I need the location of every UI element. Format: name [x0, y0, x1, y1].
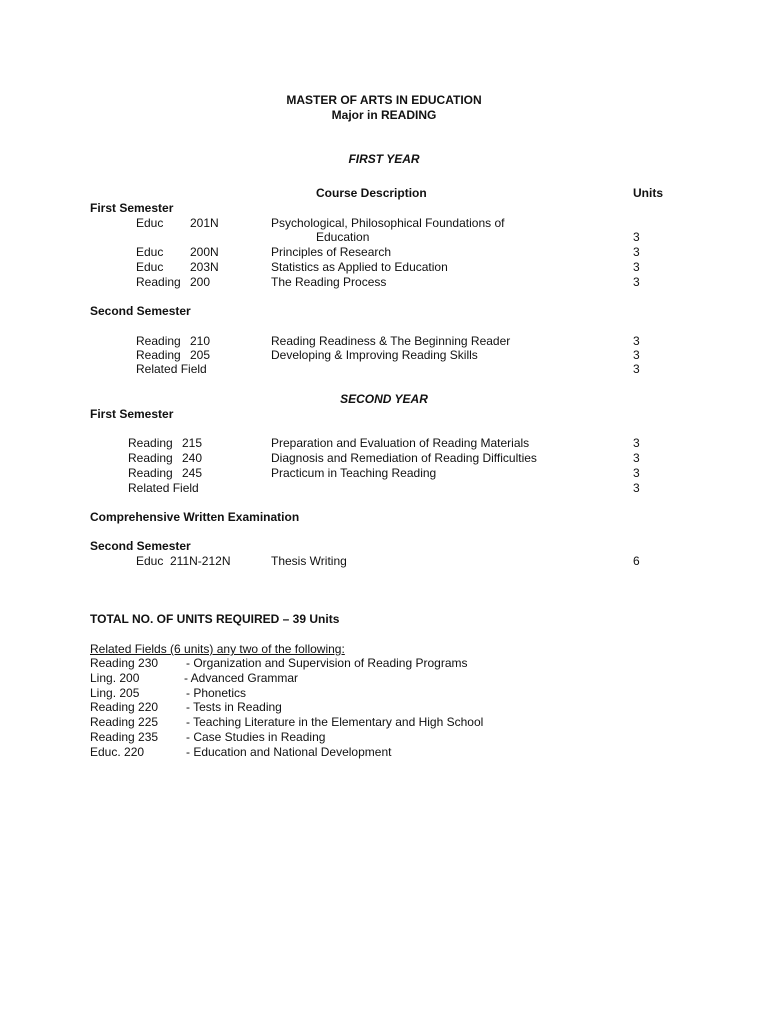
- comprehensive-exam: Comprehensive Written Examination: [90, 510, 300, 524]
- course-units: 3: [633, 260, 640, 274]
- course-description: The Reading Process: [271, 275, 387, 289]
- course-description-cont: Education: [316, 230, 370, 244]
- course-units: 3: [633, 245, 640, 259]
- course-number: 211N-212N: [170, 554, 231, 568]
- course-units: 3: [633, 334, 640, 348]
- related-field-desc: - Education and National Development: [186, 745, 392, 759]
- course-number: 240: [182, 451, 203, 465]
- column-course-description: Course Description: [316, 186, 427, 200]
- related-field-desc: - Organization and Supervision of Reading Programs: [186, 656, 468, 670]
- course-units: 3: [633, 481, 640, 495]
- related-field-code: Ling. 200: [90, 671, 140, 685]
- course-description: Developing & Improving Reading Skills: [271, 348, 478, 362]
- course-units: 6: [633, 554, 640, 568]
- course-units: 3: [633, 436, 640, 450]
- course-subject: Educ: [136, 554, 164, 568]
- course-description: Reading Readiness & The Beginning Reader: [271, 334, 511, 348]
- related-field-desc: - Phonetics: [186, 686, 247, 700]
- course-subject: Educ: [136, 216, 164, 230]
- course-number: 201N: [190, 216, 219, 230]
- course-number: 200: [190, 275, 211, 289]
- related-field-desc: - Case Studies in Reading: [186, 730, 326, 744]
- course-description: Thesis Writing: [271, 554, 347, 568]
- related-field-code: Reading 225: [90, 715, 159, 729]
- course-description: Preparation and Evaluation of Reading Materials: [271, 436, 530, 450]
- related-field-desc: - Teaching Literature in the Elementary and High School: [186, 715, 484, 729]
- related-field-code: Reading 220: [90, 700, 159, 714]
- course-units: 3: [633, 466, 640, 480]
- related-field-desc: - Tests in Reading: [186, 700, 282, 714]
- course-units: 3: [633, 348, 640, 362]
- course-subject: Reading: [128, 451, 173, 465]
- related-field-desc: - Advanced Grammar: [184, 671, 299, 685]
- first-year-heading: FIRST YEAR: [348, 152, 420, 166]
- course-number: 203N: [190, 260, 219, 274]
- second-year-heading: SECOND YEAR: [340, 392, 428, 406]
- course-subject: Educ: [136, 245, 164, 259]
- course-number: 210: [190, 334, 211, 348]
- course-subject: Educ: [136, 260, 164, 274]
- course-description: Principles of Research: [271, 245, 392, 259]
- related-fields-heading: Related Fields (6 units) any two of the following:: [90, 642, 345, 656]
- first-year-first-semester-label: First Semester: [90, 201, 174, 215]
- course-description: Diagnosis and Remediation of Reading Difficulties: [271, 451, 537, 465]
- course-description: Psychological, Philosophical Foundations of: [271, 216, 505, 230]
- second-year-second-semester-label: Second Semester: [90, 539, 191, 553]
- course-units: 3: [633, 362, 640, 376]
- course-subject: Reading: [128, 436, 173, 450]
- second-year-first-semester-label: First Semester: [90, 407, 174, 421]
- course-number: 205: [190, 348, 211, 362]
- course-number: 245: [182, 466, 203, 480]
- related-field-code: Reading 235: [90, 730, 159, 744]
- course-subject: Reading: [136, 275, 181, 289]
- course-description: Practicum in Teaching Reading: [271, 466, 437, 480]
- course-number: 200N: [190, 245, 219, 259]
- document-subtitle: Major in READING: [331, 108, 437, 122]
- course-subject: Reading: [128, 466, 173, 480]
- course-units: 3: [633, 451, 640, 465]
- course-subject: Related Field: [136, 362, 207, 376]
- course-units: 3: [633, 275, 640, 289]
- first-year-second-semester-label: Second Semester: [90, 304, 191, 318]
- total-units: TOTAL NO. OF UNITS REQUIRED – 39 Units: [90, 612, 340, 626]
- column-units: Units: [633, 186, 663, 200]
- course-description: Statistics as Applied to Education: [271, 260, 448, 274]
- course-subject: Related Field: [128, 481, 199, 495]
- document-title: MASTER OF ARTS IN EDUCATION: [286, 93, 482, 107]
- course-subject: Reading: [136, 348, 181, 362]
- course-units: 3: [633, 230, 640, 244]
- course-subject: Reading: [136, 334, 181, 348]
- related-field-code: Ling. 205: [90, 686, 140, 700]
- course-number: 215: [182, 436, 203, 450]
- related-field-code: Educ. 220: [90, 745, 145, 759]
- related-field-code: Reading 230: [90, 656, 159, 670]
